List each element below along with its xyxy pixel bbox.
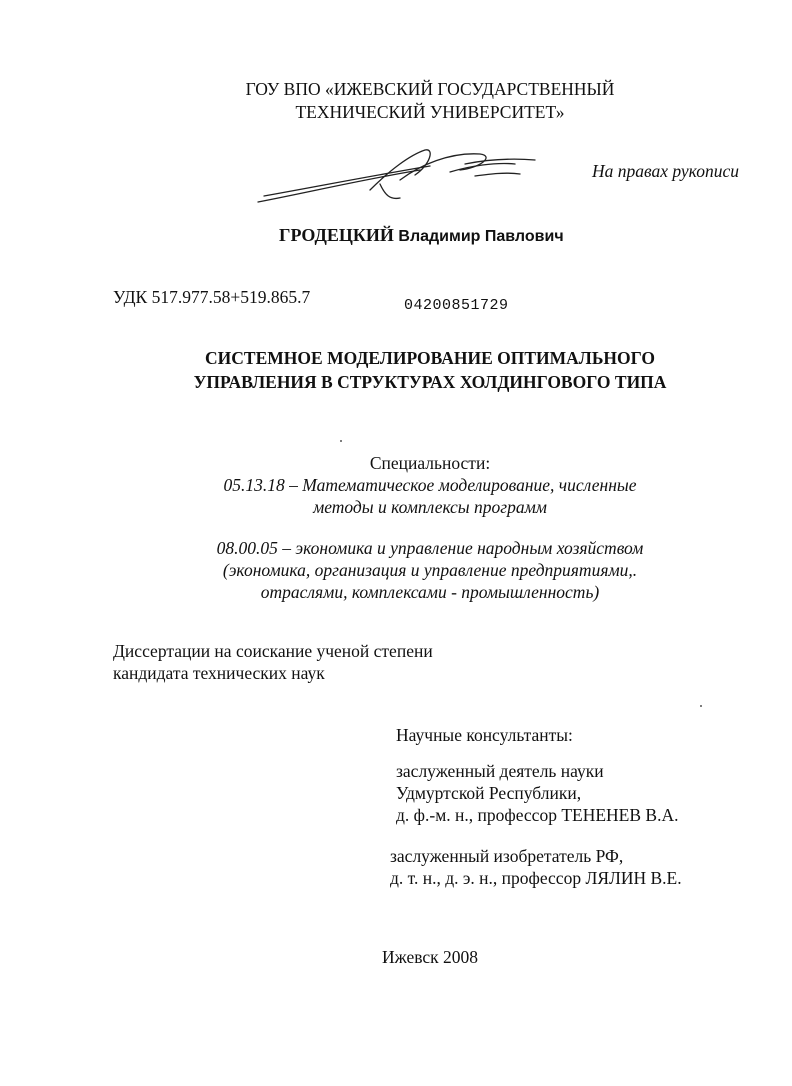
consultant-2-line-1: заслуженный изобретатель РФ, [390,846,624,866]
consultant-2-line-2: д. т. н., д. э. н., профессор ЛЯЛИН В.Е. [390,868,682,888]
institution-line-1: ГОУ ВПО «ИЖЕВСКИЙ ГОСУДАРСТВЕННЫЙ [245,79,615,99]
consultant-1-line-3: д. ф.-м. н., профессор ТЕНЕНЕВ В.А. [396,805,679,825]
document-number: 04200851729 [404,297,509,314]
title-line-1: СИСТЕМНОЕ МОДЕЛИРОВАНИЕ ОПТИМАЛЬНОГО [205,348,655,368]
degree-line-1: Диссертации на соискание ученой степени [113,641,433,661]
scan-speck [340,440,342,442]
city-year: Ижевск 2008 [381,947,479,967]
specialty-2-line-3: отраслями, комплексами - промышленность) [260,582,600,602]
scan-speck [700,705,702,707]
specialty-2-line-2: (экономика, организация и управление предприятиями,. [222,560,638,580]
specialty-1-line-2: методы и комплексы программ [313,497,547,517]
institution-line-2: ТЕХНИЧЕСКИЙ УНИВЕРСИТЕТ» [295,102,565,122]
consultant-1-line-2: Удмуртской Республики, [396,783,582,803]
specialty-2-line-1: 08.00.05 – экономика и управление народным хозяйством [216,538,644,558]
manuscript-note: На правах рукописи [592,161,739,181]
specialty-1-line-1: 05.13.18 – Математическое моделирование, численные [223,475,637,495]
specialties-heading: Специальности: [369,453,491,473]
udk-code: УДК 517.977.58+519.865.7 [113,287,311,307]
consultant-1-line-1: заслуженный деятель науки [396,761,604,781]
title-line-2: УПРАВЛЕНИЯ В СТРУКТУРАХ ХОЛДИНГОВОГО ТИПА [193,372,667,392]
handwritten-signature [250,140,550,210]
degree-line-2: кандидата технических наук [113,663,325,683]
author-given-names: Владимир Павлович [398,228,564,245]
author-surname: ГРОДЕЦКИЙ [279,225,394,245]
consultants-heading: Научные консультанты: [396,725,573,745]
author-name [279,224,564,248]
